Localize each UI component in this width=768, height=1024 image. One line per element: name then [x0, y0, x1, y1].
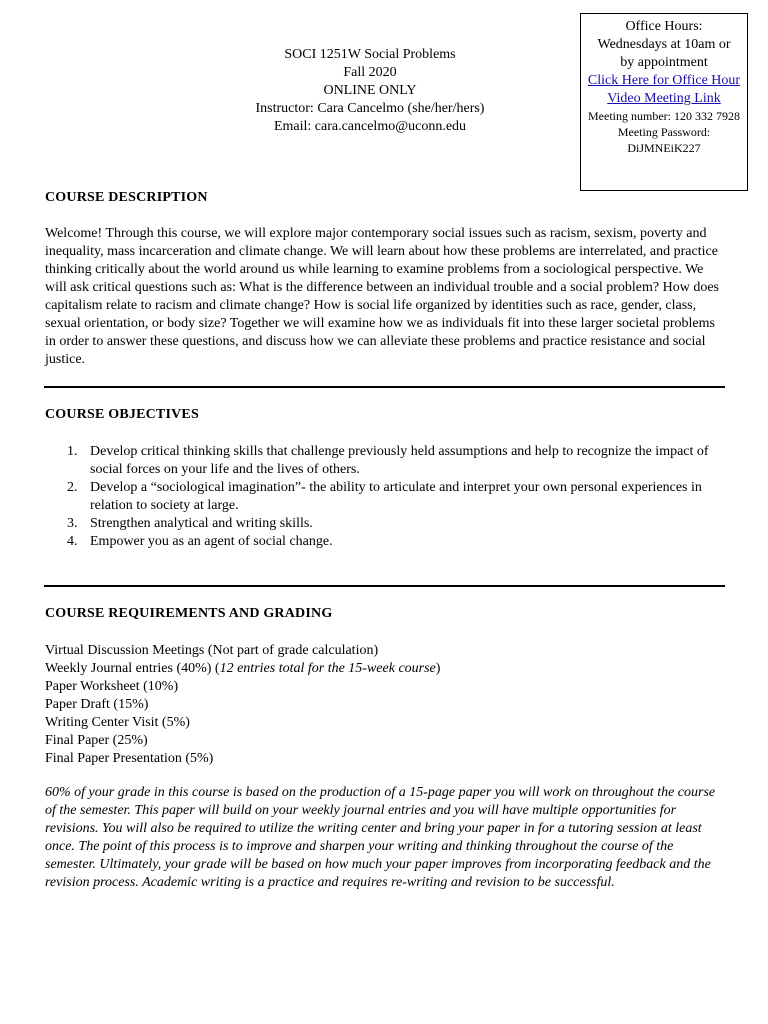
grading-note: 60% of your grade in this course is based on the production of a 15-page paper you will work on throughout the course of the semester. This paper will build on your weekly journal entries and you will have multiple opportunities for revisions. You will also be required to utilize the writing center and bring your paper in for a tutoring session at least once. The point of this process is to improve and sharpen your writing and thinking throughout the course of the semester. Ultimately, your grade will be based on how much your paper improves from incorporating feedback and the revision process. Academic writing is a practice and requires re-writing and revision to be successful. — [45, 785, 716, 890]
objectives-list — [45, 443, 725, 551]
instructor-name: Instructor: Cara Cancelmo (she/her/hers) — [255, 101, 485, 116]
section-divider — [44, 585, 725, 587]
office-hours-appointment: by appointment — [620, 55, 708, 70]
meeting-number: Meeting number: 120 332 7928 — [588, 109, 740, 123]
grading-item: Paper Draft (15%) — [45, 697, 149, 712]
course-header — [230, 46, 510, 136]
description-heading: COURSE DESCRIPTION — [45, 190, 208, 205]
objective-number: 2. — [67, 480, 78, 495]
grading-item: Writing Center Visit (5%) — [45, 715, 190, 730]
course-mode: ONLINE ONLY — [323, 83, 417, 98]
course-term: Fall 2020 — [343, 65, 397, 80]
objective-item — [45, 479, 725, 515]
objective-item — [45, 443, 725, 479]
grading-list — [45, 642, 725, 768]
objective-text: Develop a “sociological imagination”- the ability to articulate and interpret your own personal experiences in relation to society at large. — [90, 480, 702, 513]
grading-item — [45, 660, 725, 678]
course-title: SOCI 1251W Social Problems — [284, 47, 456, 62]
description-body: Welcome! Through this course, we will explore major contemporary social issues such as racism, sexism, poverty and inequality, mass incarceration and climate change. We will learn about how these problems are interrelated, and practice thinking critically about the world around us while learning to examine problems from a sociological perspective. We will ask critical questions such as: What is the difference between an individual trouble and a social problem? How does capitalism relate to racism and climate change? How is social life organized by identities such as race, gender, class, sexual orientation, or body size? Together we will examine how we as individuals fit into these larger societal problems in order to answer these questions, and discuss how we can alleviate these problems and practice resistance and social justice. — [45, 226, 720, 367]
objectives-heading: COURSE OBJECTIVES — [45, 407, 199, 422]
grading-item: Virtual Discussion Meetings (Not part of grade calculation) — [45, 643, 379, 658]
objective-item — [45, 533, 725, 551]
grading-item: Final Paper Presentation (5%) — [45, 751, 214, 766]
grading-item-label: Weekly Journal entries (40%) ( — [45, 661, 220, 676]
objective-number: 4. — [67, 534, 78, 549]
objective-text: Develop critical thinking skills that challenge previously held assumptions and help to recognize the impact of social forces on your life and the lives of others. — [90, 444, 709, 477]
office-hours-box — [580, 13, 748, 191]
journal-note-close: ) — [435, 661, 441, 676]
objective-number: 3. — [67, 516, 78, 531]
meeting-password: Meeting Password: DiJMNEiK227 — [617, 125, 711, 155]
office-hours-day: Wednesdays at 10am or — [597, 37, 731, 52]
office-hour-video-link[interactable]: Click Here for Office Hour Video Meeting Link — [587, 73, 741, 106]
objective-text: Strengthen analytical and writing skills. — [90, 516, 313, 531]
objective-number: 1. — [67, 444, 78, 459]
objective-text: Empower you as an agent of social change. — [90, 534, 333, 549]
section-divider — [44, 386, 725, 388]
grading-heading: COURSE REQUIREMENTS AND GRADING — [45, 606, 333, 621]
instructor-email: Email: cara.cancelmo@uconn.edu — [273, 119, 467, 134]
office-hours-title: Office Hours: — [625, 19, 703, 34]
objective-item — [45, 515, 725, 533]
journal-note: 12 entries total for the 15-week course — [219, 661, 436, 676]
grading-item: Paper Worksheet (10%) — [45, 679, 179, 694]
grading-item: Final Paper (25%) — [45, 733, 148, 748]
